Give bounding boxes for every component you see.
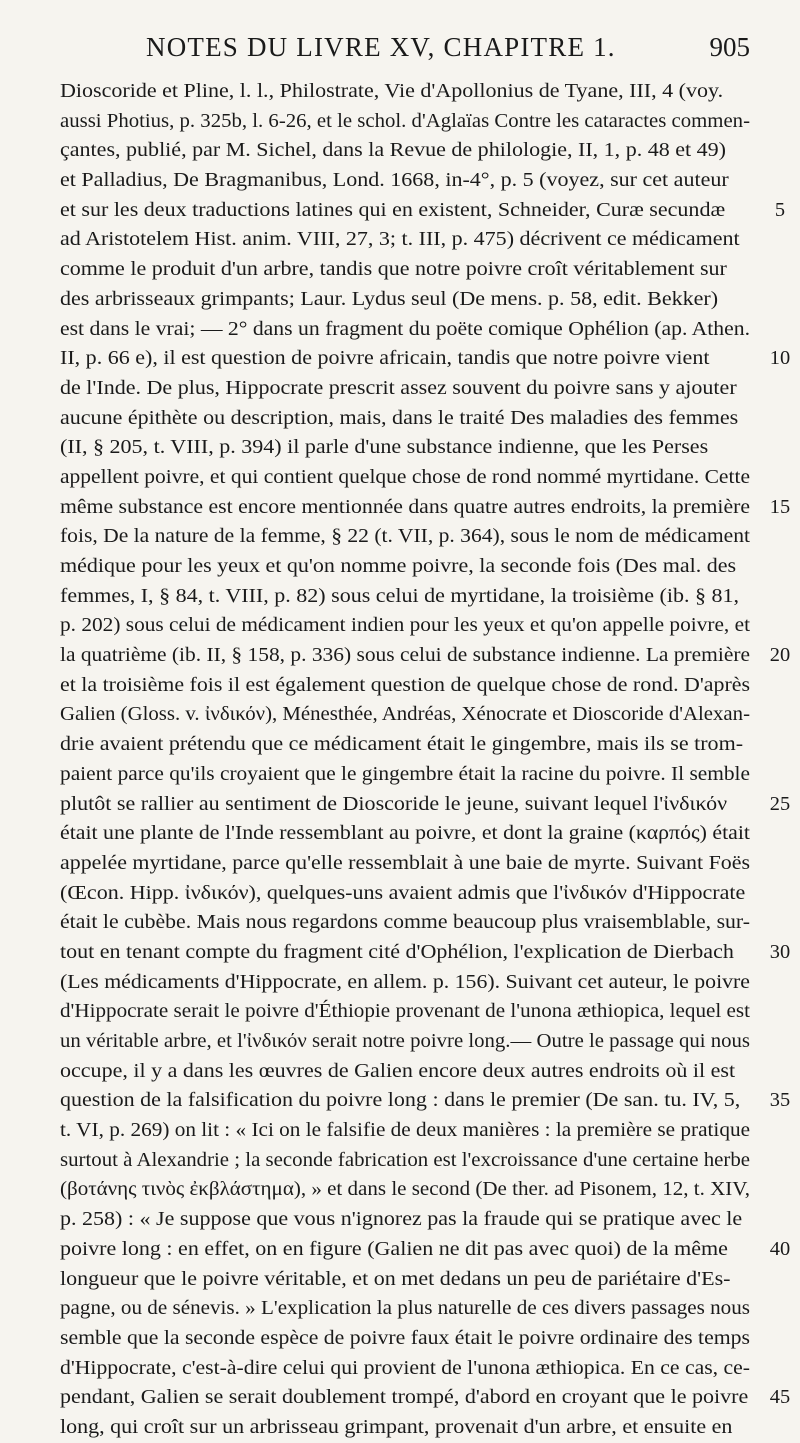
text-line — [60, 77, 750, 107]
text-line — [60, 700, 750, 730]
running-title: NOTES DU LIVRE XV, CHAPITRE 1. — [146, 32, 616, 62]
line-text: et Palladius, De Bragmanibus, Lond. 1668, in-4°, p. 5 (voyez, sur cet auteur — [60, 169, 729, 192]
line-text: aucune épithète ou description, mais, dans le traité Des maladies des femmes — [60, 406, 739, 429]
text-line — [60, 849, 750, 879]
line-text: même substance est encore mentionnée dans quatre autres endroits, la première — [60, 495, 750, 518]
line-text: p. 258) : « Je suppose que vous n'ignorez pas la fraude qui se pratique avec le — [60, 1208, 743, 1231]
line-text: plutôt se rallier au sentiment de Dioscoride le jeune, suivant lequel l'ἰνδικόν — [60, 792, 728, 815]
line-text: p. 202) sous celui de médicament indien pour les yeux et qu'on appelle poivre, et — [60, 614, 750, 637]
text-line — [60, 1413, 750, 1443]
text-line — [60, 1294, 750, 1324]
text-line — [60, 1205, 750, 1235]
page-number: 905 — [709, 32, 750, 62]
text-line — [60, 107, 750, 137]
text-line — [60, 1146, 750, 1176]
text-line — [60, 255, 750, 285]
text-line — [60, 968, 750, 998]
line-text: pagne, ou de sénevis. » L'explication la plus naturelle de ces divers passages nous — [60, 1297, 750, 1320]
text-line — [60, 1027, 750, 1057]
line-text: est dans le vrai; — 2° dans un fragment du poëte comique Ophélion (ap. Athen. — [60, 317, 751, 340]
line-text: semble que la seconde espèce de poivre faux était le poivre ordinaire des temps — [60, 1326, 750, 1349]
line-text: Dioscoride et Pline, l. l., Philostrate, Vie d'Apollonius de Tyane, III, 4 (voy. — [60, 80, 724, 102]
line-text: d'Hippocrate serait le poivre d'Éthiopie provenant de l'unona æthiopica, lequel est — [60, 1000, 750, 1023]
text-line — [60, 1324, 750, 1354]
text-line — [60, 552, 750, 582]
line-text: (II, § 205, t. VIII, p. 394) il parle d'une substance indienne, que les Perses — [60, 436, 709, 459]
line-text: et sur les deux traductions latines qui en existent, Schneider, Curæ secundæ — [60, 198, 726, 221]
line-text: (Œcon. Hipp. ἰνδικόν), quelques-uns avaient admis que l'ἰνδικόν d'Hippocrate — [60, 881, 746, 904]
text-line — [60, 136, 750, 166]
text-line — [60, 196, 786, 226]
text-line — [60, 404, 750, 434]
line-text: un véritable arbre, et l'ἰνδικόν serait notre poivre long.— Outre le passage qui nous — [60, 1030, 751, 1052]
line-number: 25 — [769, 792, 791, 815]
line-number: 20 — [769, 644, 791, 667]
line-text: (Les médicaments d'Hippocrate, en allem. p. 156). Suivant cet auteur, le poivre — [60, 970, 750, 993]
line-text: d'Hippocrate, c'est-à-dire celui qui provient de l'unona æthiopica. En ce cas, ce- — [60, 1356, 750, 1379]
line-text: çantes, publié, par M. Sichel, dans la Revue de philologie, II, 1, p. 48 et 49) — [60, 139, 727, 162]
line-text: drie avaient prétendu que ce médicament était le gingembre, mais ils se trom- — [60, 733, 744, 756]
line-text: surtout à Alexandrie ; la seconde fabrication est l'excroissance d'une certaine herbe — [60, 1148, 750, 1171]
text-line — [60, 1235, 791, 1265]
text-line — [60, 671, 750, 701]
text-line — [60, 344, 791, 374]
line-text: ad Aristotelem Hist. anim. VIII, 27, 3; t. III, p. 475) décrivent ce médicament — [60, 228, 740, 251]
line-text: des arbrisseaux grimpants; Laur. Lydus seul (De mens. p. 58, edit. Bekker) — [60, 287, 719, 310]
line-text: II, p. 66 e), il est question de poivre africain, tandis que notre poivre vient — [60, 347, 710, 370]
line-text: était une plante de l'Inde ressemblant au poivre, et dont la graine (καρπός) était — [60, 822, 750, 845]
text-line — [60, 611, 750, 641]
text-line — [60, 730, 750, 760]
line-text: poivre long : en effet, on en figure (Galien ne dit pas avec quoi) de la même — [60, 1237, 728, 1260]
text-line — [60, 760, 750, 790]
text-line — [60, 522, 750, 552]
text-line — [60, 225, 750, 255]
line-number: 15 — [769, 495, 791, 518]
text-line — [60, 463, 750, 493]
line-text: femmes, I, § 84, t. VIII, p. 82) sous celui de myrtidane, la troisième (ib. § 81, — [60, 584, 740, 607]
text-line — [60, 582, 750, 612]
text-line — [60, 819, 750, 849]
text-line — [60, 493, 791, 523]
line-text: et la troisième fois il est également question de quelque chose de rond. D'après — [60, 673, 750, 696]
line-number: 40 — [769, 1237, 791, 1260]
line-text: fois, De la nature de la femme, § 22 (t. VII, p. 364), sous le nom de médicament — [60, 525, 750, 548]
text-line — [60, 938, 791, 968]
text-line — [60, 433, 750, 463]
line-text: longueur que le poivre véritable, et on met dedans un peu de pariétaire d'Es- — [60, 1267, 731, 1290]
text-line — [60, 1086, 791, 1116]
text-line — [60, 1116, 750, 1146]
line-number: 35 — [769, 1089, 791, 1112]
line-text: long, qui croît sur un arbrisseau grimpant, provenait d'un arbre, et ensuite en — [60, 1415, 733, 1438]
text-line — [60, 908, 750, 938]
line-text: t. VI, p. 269) on lit : « Ici on le falsifie de deux manières : la première se pratique — [60, 1119, 750, 1142]
line-number: 45 — [769, 1386, 791, 1409]
line-text: tout en tenant compte du fragment cité d'Ophélion, l'explication de Dierbach — [60, 940, 734, 963]
text-line — [60, 374, 750, 404]
text-line — [60, 315, 750, 345]
text-line — [60, 1354, 750, 1384]
line-text: (βοτάνης τινὸς ἐκβλάστημα), » et dans le second (De ther. ad Pisonem, 12, t. XIV, — [60, 1178, 750, 1201]
line-text: appelée myrtidane, parce qu'elle ressemblait à une baie de myrte. Suivant Foës — [60, 851, 750, 874]
line-text: appellent poivre, et qui contient quelque chose de rond nommé myrtidane. Cette — [60, 465, 750, 488]
text-line — [60, 879, 750, 909]
line-text: la quatrième (ib. II, § 158, p. 336) sous celui de substance indienne. La première — [60, 644, 750, 667]
text-line — [60, 1383, 791, 1413]
text-line — [60, 1057, 750, 1087]
text-line — [60, 1265, 750, 1295]
line-text: Galien (Gloss. v. ἰνδικόν), Ménesthée, Andréas, Xénocrate et Dioscoride d'Alexan- — [60, 703, 750, 726]
line-text: aussi Photius, p. 325b, l. 6-26, et le schol. d'Aglaïas Contre les cataractes commen- — [60, 109, 750, 132]
line-text: de l'Inde. De plus, Hippocrate prescrit assez souvent du poivre sans y ajouter — [60, 376, 737, 399]
notes-text — [60, 77, 791, 1443]
page-header — [60, 30, 750, 72]
line-number: 10 — [769, 347, 791, 370]
text-line — [60, 1175, 750, 1205]
text-line — [60, 641, 791, 671]
line-text: paient parce qu'ils croyaient que le gingembre était la racine du poivre. Il semble — [60, 762, 750, 785]
line-text: était le cubèbe. Mais nous regardons comme beaucoup plus vraisemblable, sur- — [60, 911, 750, 934]
text-line — [60, 997, 750, 1027]
line-text: question de la falsification du poivre long : dans le premier (De san. tu. IV, 5, — [60, 1089, 741, 1112]
line-text: pendant, Galien se serait doublement trompé, d'abord en croyant que le poivre — [60, 1386, 749, 1409]
text-line — [60, 166, 750, 196]
line-number: 30 — [769, 940, 791, 963]
line-text: occupe, il y a dans les œuvres de Galien encore deux autres endroits où il est — [60, 1059, 736, 1082]
line-number: 5 — [774, 198, 786, 221]
text-line — [60, 285, 750, 315]
text-line — [60, 790, 791, 820]
line-text: comme le produit d'un arbre, tandis que notre poivre croît véritablement sur — [60, 258, 727, 281]
line-text: médique pour les yeux et qu'on nomme poivre, la seconde fois (Des mal. des — [60, 555, 737, 577]
